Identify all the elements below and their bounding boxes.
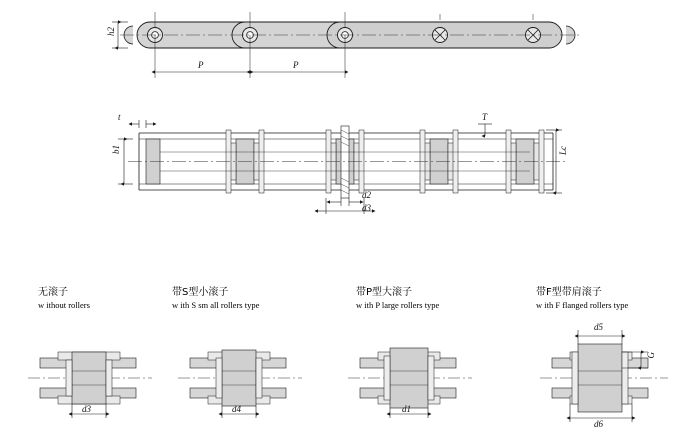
variant-f-rollers-en: w ith F flanged rollers type — [536, 300, 629, 310]
variant-p-rollers-en: w ith P large rollers type — [356, 300, 440, 310]
dim-b1-label: b1 — [111, 145, 121, 154]
dim-d3-side-label: d3 — [362, 203, 371, 213]
variant-p-rollers-cn: 带P型大滚子 — [356, 287, 413, 298]
variant-f-rollers-dim-G: G — [646, 352, 656, 359]
variant-no-rollers-dim: d3 — [82, 404, 91, 414]
top-view — [112, 12, 580, 78]
variant-no-rollers-en: w ithout rollers — [38, 300, 90, 310]
variant-f-rollers-dim-d6: d6 — [594, 419, 603, 429]
variant-f-rollers-cn: 带F型带肩滚子 — [536, 287, 602, 298]
dim-d2-label: d2 — [362, 190, 371, 200]
dim-T-label: T — [482, 112, 488, 122]
dim-pitch-2-label: P — [293, 60, 299, 70]
side-view — [118, 120, 565, 214]
variant-p-rollers-dim: d1 — [402, 404, 411, 414]
variant-s-rollers-cn: 带S型小滚子 — [172, 287, 229, 298]
variant-no-rollers-cn: 无滚子 — [38, 287, 68, 298]
dim-pitch-1-label: P — [198, 60, 204, 70]
variant-f-rollers-drawing — [540, 330, 668, 422]
variant-f-rollers-dim-d5: d5 — [594, 322, 603, 332]
dim-t-label: t — [118, 112, 121, 122]
variant-s-rollers-en: w ith S sm all rollers type — [172, 300, 260, 310]
dim-Lc-label: Lc — [558, 146, 568, 155]
dim-h2-label: h2 — [106, 27, 116, 36]
variant-s-rollers-dim: d4 — [232, 404, 241, 414]
